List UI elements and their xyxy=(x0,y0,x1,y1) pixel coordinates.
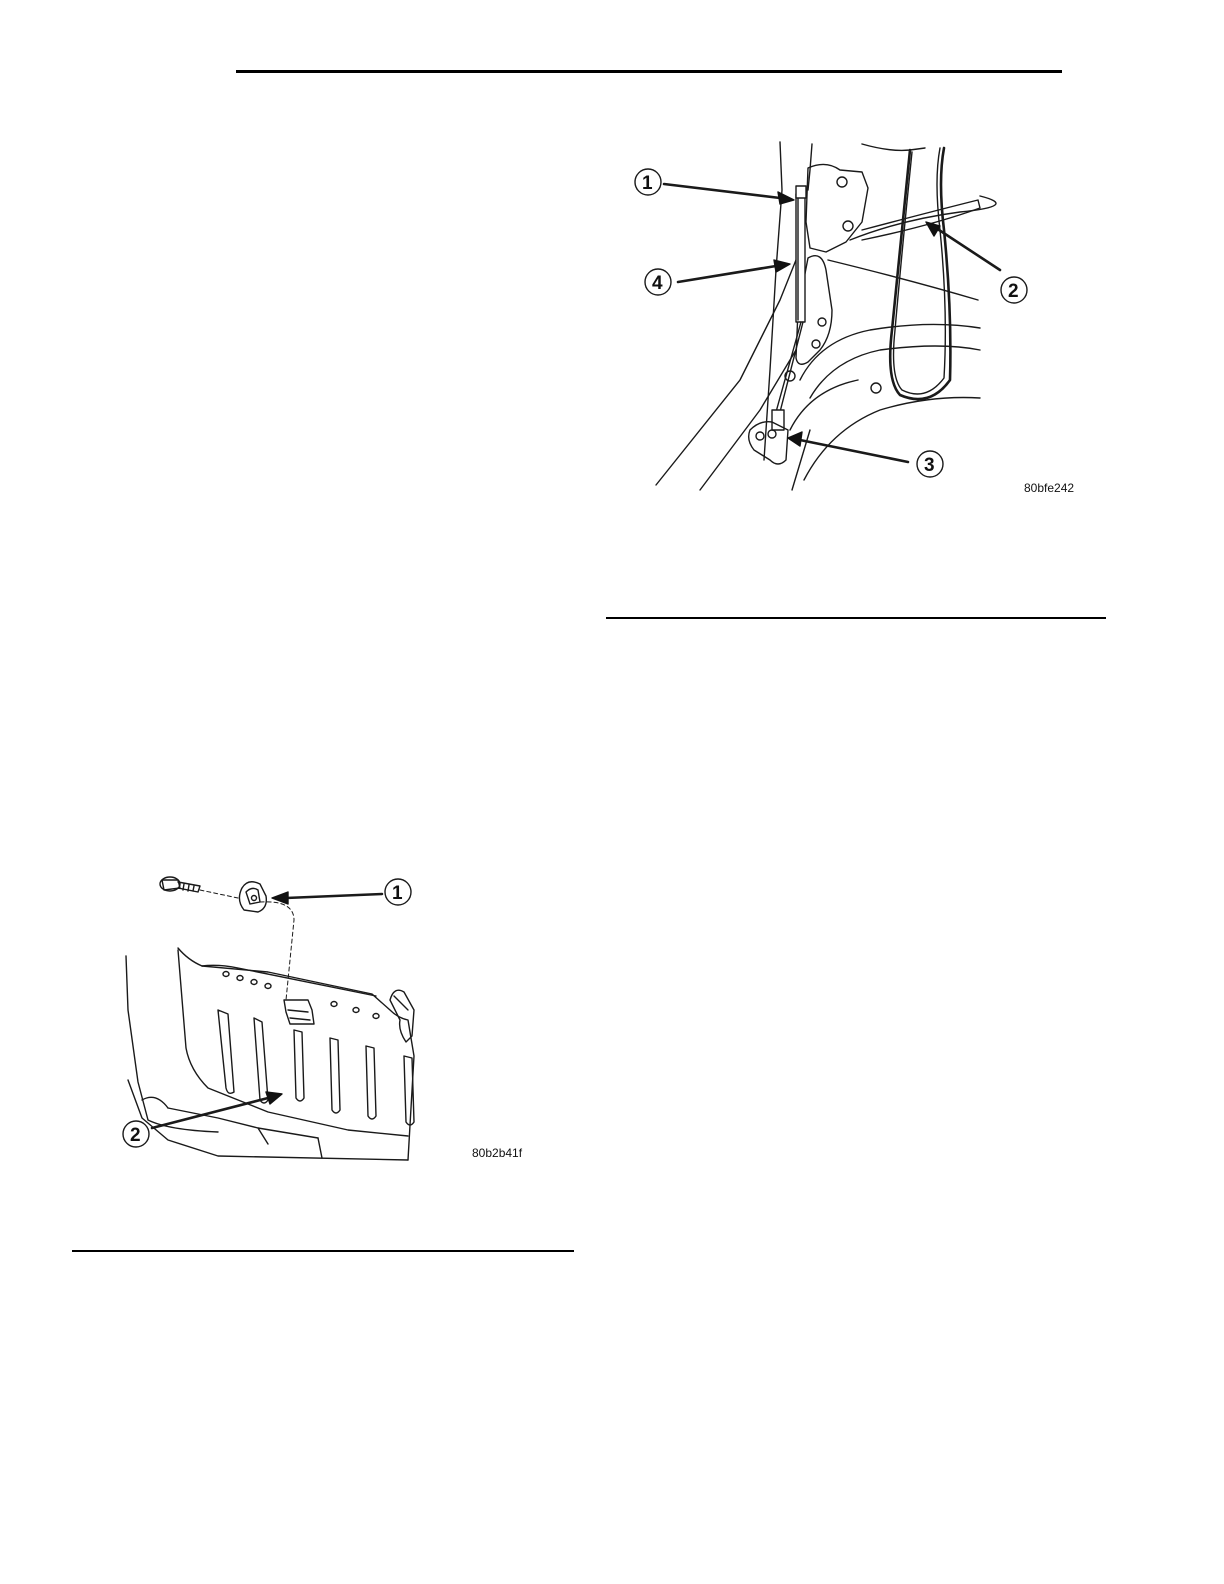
callout-arrow-3 xyxy=(788,432,908,462)
callout-4-label: 4 xyxy=(652,273,663,294)
figure-liftgate-strut xyxy=(600,130,1120,510)
callout-arrow-4 xyxy=(678,260,790,282)
callout-left-2-label: 2 xyxy=(130,1125,141,1146)
header-rule xyxy=(236,70,1062,73)
figure-liftgate-striker xyxy=(108,860,548,1170)
callout-arrow-2 xyxy=(926,222,1000,270)
callout-2-label: 2 xyxy=(1008,281,1019,302)
callout-left-1-label: 1 xyxy=(392,883,403,904)
section-divider-right xyxy=(606,617,1106,619)
callout-1-label: 1 xyxy=(642,173,653,194)
bolt-shape xyxy=(160,877,200,892)
callout-arrow-left-1 xyxy=(272,892,382,904)
strut-illustration xyxy=(600,130,1120,510)
striker-illustration xyxy=(108,860,548,1170)
callout-arrow-1 xyxy=(664,184,794,204)
figure-code-right: 80bfe242 xyxy=(1024,481,1075,495)
callout-3-label: 3 xyxy=(924,455,935,476)
section-divider-left xyxy=(72,1250,574,1252)
striker-shape xyxy=(239,882,266,912)
figure-code-left: 80b2b41f xyxy=(472,1146,523,1160)
